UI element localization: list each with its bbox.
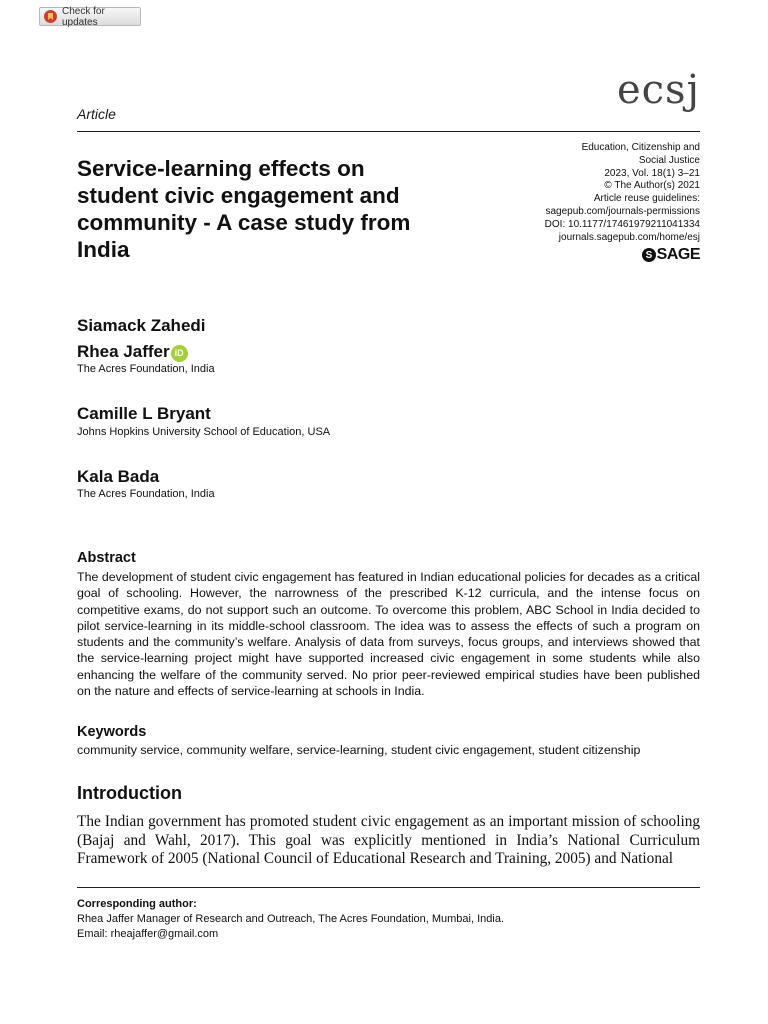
bookmark-icon — [44, 10, 57, 23]
meta-volume: 2023, Vol. 18(1) 3–21 — [604, 167, 700, 179]
abstract-heading: Abstract — [77, 550, 136, 566]
sage-symbol-icon: S — [642, 248, 656, 262]
meta-journal-line1: Education, Citizenship and — [581, 142, 700, 153]
article-title: Service-learning effects on student civic engagement and community - A case study from India — [77, 156, 411, 262]
meta-doi[interactable]: DOI: 10.1177/17461979211041334 — [544, 218, 700, 230]
corresponding-author-label: Corresponding author: — [77, 898, 197, 910]
introduction-text: The Indian government has promoted student civic engagement as an important mission of schooling (Bajaj and Wahl, 2017). This goal was explicitly mentioned in India’s National Curriculum Framework of 2005 (National Council of Educational Research and Training, 2005) and National — [77, 813, 700, 867]
author-name: Kala Bada — [77, 467, 160, 486]
author-name-with-orcid — [77, 342, 188, 362]
author-affiliation: Johns Hopkins University School of Education, USA — [77, 426, 331, 438]
orcid-icon[interactable]: iD — [171, 345, 188, 362]
check-for-updates-button[interactable] — [39, 7, 141, 26]
corresponding-author-email[interactable]: Email: rheajaffer@gmail.com — [77, 928, 219, 940]
author-name: Camille L Bryant — [77, 404, 211, 423]
header-divider — [77, 131, 700, 132]
author-name: Siamack Zahedi — [77, 316, 206, 335]
publisher-name: SAGE — [656, 246, 700, 263]
meta-permissions-link[interactable]: sagepub.com/journals-permissions — [545, 205, 700, 217]
footnote-divider — [77, 887, 700, 888]
keywords-text: community service, community welfare, service-learning, student civic engagement, student citizenship — [77, 743, 641, 757]
keywords-heading: Keywords — [77, 724, 147, 740]
article-type: Article — [77, 106, 116, 122]
check-for-updates-label: Check for updates — [62, 5, 105, 28]
author-affiliation: The Acres Foundation, India — [77, 488, 215, 500]
meta-copyright: © The Author(s) 2021 — [604, 180, 700, 192]
meta-journal-link[interactable]: journals.sagepub.com/home/esj — [558, 231, 700, 243]
meta-reuse-label: Article reuse guidelines: — [593, 193, 700, 205]
publication-meta — [480, 142, 700, 244]
abstract-text: The development of student civic engagement has featured in Indian educational policies for decades as a critical goal of schooling. However, the narrowness of the prescribed K-12 curricula, and the intense focus on competitive exams, do not support such an outcome. To overcome this problem, ABC School in India decided to pilot service-learning in its middle-school classroom. The idea was to assess the effects of such a program on students and the community’s welfare. Analysis of data from surveys, focus groups, and interviews showed that the service-learning project might have supported increased civic engagement in some students while also enhancing the welfare of the community served. No prior peer-reviewed empirical studies have been published on the nature and effects of service-learning at schools in India. — [77, 570, 700, 699]
journal-logo: ecsj — [616, 67, 700, 113]
author-affiliation: The Acres Foundation, India — [77, 363, 215, 375]
meta-journal-line2: Social Justice — [638, 154, 700, 166]
publisher-logo — [642, 246, 700, 264]
corresponding-author-details: Rhea Jaffer Manager of Research and Outreach, The Acres Foundation, Mumbai, India. — [77, 913, 505, 925]
introduction-heading: Introduction — [77, 783, 182, 803]
author-name: Rhea Jaffer — [77, 342, 170, 361]
